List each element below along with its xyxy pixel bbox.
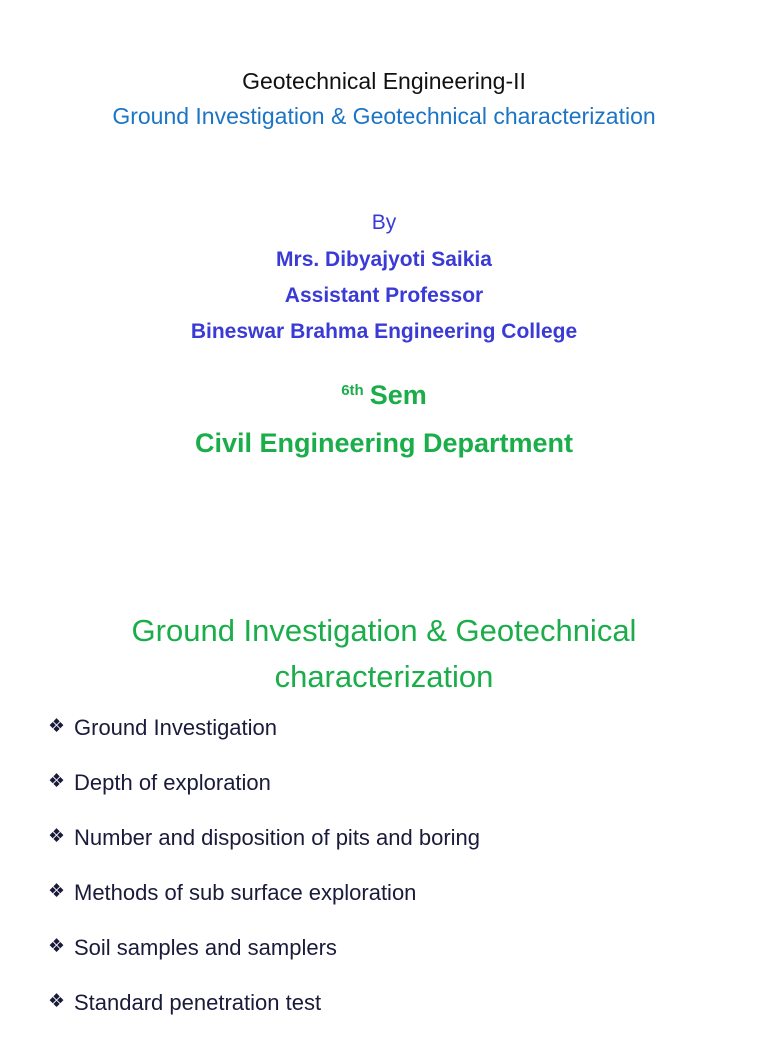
topic-text: Ground Investigation bbox=[74, 715, 278, 740]
diamond-bullet-icon: ❖ bbox=[48, 936, 66, 957]
topic-text: Standard penetration test bbox=[74, 990, 322, 1015]
topic-text: Soil samples and samplers bbox=[74, 935, 337, 960]
topic-text: Depth of exploration bbox=[74, 770, 271, 795]
by-label: By bbox=[371, 211, 397, 234]
semester-line bbox=[0, 380, 768, 411]
diamond-bullet-icon: ❖ bbox=[48, 716, 66, 737]
topics-title-line-2: characterization bbox=[274, 659, 494, 694]
topic-text: Methods of sub surface exploration bbox=[74, 880, 417, 905]
author-name: Mrs. Dibyajyoti Saikia bbox=[276, 248, 492, 271]
list-item bbox=[48, 769, 480, 824]
diamond-bullet-icon: ❖ bbox=[48, 771, 66, 792]
list-item bbox=[48, 824, 480, 879]
semester-label: Sem bbox=[369, 380, 427, 410]
topic-text: Number and disposition of pits and boring bbox=[74, 825, 481, 850]
topics-slide-title bbox=[60, 608, 708, 700]
course-subtitle: Ground Investigation & Geotechnical characterization bbox=[112, 103, 656, 129]
author-role: Assistant Professor bbox=[284, 284, 484, 307]
topics-title-line-1: Ground Investigation & Geotechnical bbox=[131, 613, 637, 648]
diamond-bullet-icon: ❖ bbox=[48, 991, 66, 1012]
list-item bbox=[48, 879, 480, 934]
topics-slide bbox=[0, 560, 768, 1024]
diamond-bullet-icon: ❖ bbox=[48, 826, 66, 847]
topic-list bbox=[48, 714, 480, 1044]
list-item bbox=[48, 714, 480, 769]
list-item bbox=[48, 934, 480, 989]
semester-number: 6th bbox=[341, 382, 364, 399]
diamond-bullet-icon: ❖ bbox=[48, 881, 66, 902]
department-name: Civil Engineering Department bbox=[194, 428, 574, 458]
course-title: Geotechnical Engineering-II bbox=[242, 68, 526, 94]
list-item bbox=[48, 989, 480, 1044]
author-college: Bineswar Brahma Engineering College bbox=[190, 320, 578, 343]
